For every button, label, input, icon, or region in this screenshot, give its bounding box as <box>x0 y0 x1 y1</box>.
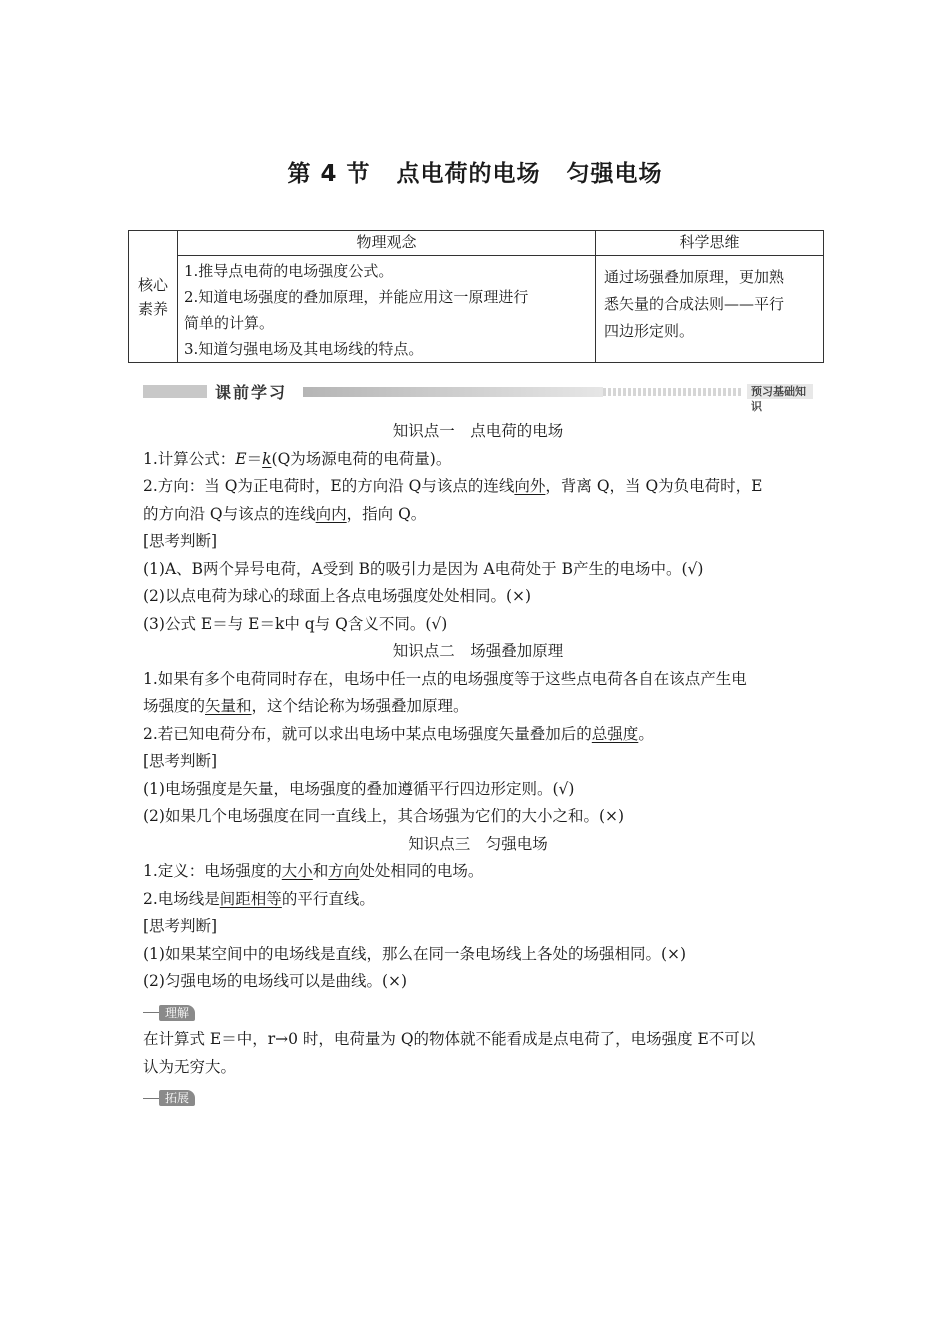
kp2-think-label: [思考判断] <box>143 752 218 770</box>
section-name-1: 点电荷的电场 <box>396 161 541 187</box>
scientific-thinking-cell: 通过场强叠加原理，更加熟 悉矢量的合成法则——平行 四边形定则。 <box>596 256 824 363</box>
banner-label: 课前学习 <box>215 383 288 402</box>
core-literacy-table <box>128 230 824 363</box>
kp2-line-1: 1.如果有多个电荷同时存在，电场中任一点的电场强度等于这些点电荷各自在该点产生电 <box>143 669 747 688</box>
section-number: 第 4 节 <box>287 161 371 187</box>
understand-tag: 理解 <box>143 999 195 1016</box>
section-banner <box>143 382 813 413</box>
section-name-2: 匀强电场 <box>566 161 663 187</box>
understand-tag-row <box>143 996 813 1027</box>
col-header-scientific-thinking: 科学思维 <box>596 231 824 256</box>
kp3-line-1: 1.定义：电场强度的大小和方向处处相同的电场。 <box>143 862 484 880</box>
kp2-line-2: 场强度的矢量和，这个结论称为场强叠加原理。 <box>143 697 469 715</box>
understand-line-2: 认为无穷大。 <box>143 1057 237 1076</box>
kp1-heading: 知识点一 点电荷的电场 <box>392 422 564 440</box>
kp3-think-label: [思考判断] <box>143 917 218 935</box>
kp1-judge-3: (3)公式 E＝与 E＝k中 q与 Q含义不同。(√) <box>143 614 448 633</box>
kp1-think-label: [思考判断] <box>143 532 218 550</box>
kp1-judge-1: (1)A、B两个异号电荷，A受到 B的吸引力是因为 A电荷处于 B产生的电场中。(√) <box>143 559 704 578</box>
kp3-judge-2: (2)匀强电场的电场线可以是曲线。(×) <box>143 972 408 990</box>
page-title <box>0 155 950 188</box>
content-body <box>143 418 813 1112</box>
core-literacy-label: 核心 素养 <box>129 231 178 363</box>
banner-tag: 预习基础知识 <box>747 384 813 399</box>
kp3-line-2: 2.电场线是间距相等的平行直线。 <box>143 889 375 908</box>
extend-tag-row <box>143 1081 813 1112</box>
kp2-line-3: 2.若已知电荷分布，就可以求出电场中某点电场强度矢量叠加后的总强度。 <box>143 724 654 743</box>
physics-concept-cell: 1.推导点电荷的电场强度公式。 2.知道电场强度的叠加原理，并能应用这一原理进行 简单的计算。 3.知道匀强电场及其电场线的特点。 <box>178 256 596 363</box>
kp2-judge-2: (2)如果几个电场强度在同一直线上，其合场强为它们的大小之和。(×) <box>143 807 625 825</box>
banner-bar-left <box>143 385 207 398</box>
col-header-physics-concept: 物理观念 <box>178 231 596 256</box>
kp3-judge-1: (1)如果某空间中的电场线是直线，那么在同一条电场线上各处的场强相同。(×) <box>143 944 687 963</box>
extend-tag: 拓展 <box>143 1084 195 1101</box>
kp1-formula: 1.计算公式：E＝k(Q为场源电荷的电荷量)。 <box>143 449 452 468</box>
kp2-heading: 知识点二 场强叠加原理 <box>392 642 564 660</box>
kp1-judge-2: (2)以点电荷为球心的球面上各点电场强度处处相同。(×) <box>143 587 532 605</box>
banner-bar-middle <box>303 387 603 397</box>
understand-line-1: 在计算式 E＝中，r→0 时，电荷量为 Q的物体就不能看成是点电荷了，电场强度 E不可以 <box>143 1030 756 1048</box>
kp1-direction: 2.方向：当 Q为正电荷时，E的方向沿 Q与该点的连线向外，背离 Q，当 Q为负电荷时，E 的方向沿 Q与该点的连线向内，指向 Q。 <box>143 477 763 523</box>
banner-bar-dotted <box>603 388 743 396</box>
kp2-judge-1: (1)电场强度是矢量，电场强度的叠加遵循平行四边形定则。(√) <box>143 779 575 798</box>
kp3-heading: 知识点三 匀强电场 <box>408 834 548 853</box>
